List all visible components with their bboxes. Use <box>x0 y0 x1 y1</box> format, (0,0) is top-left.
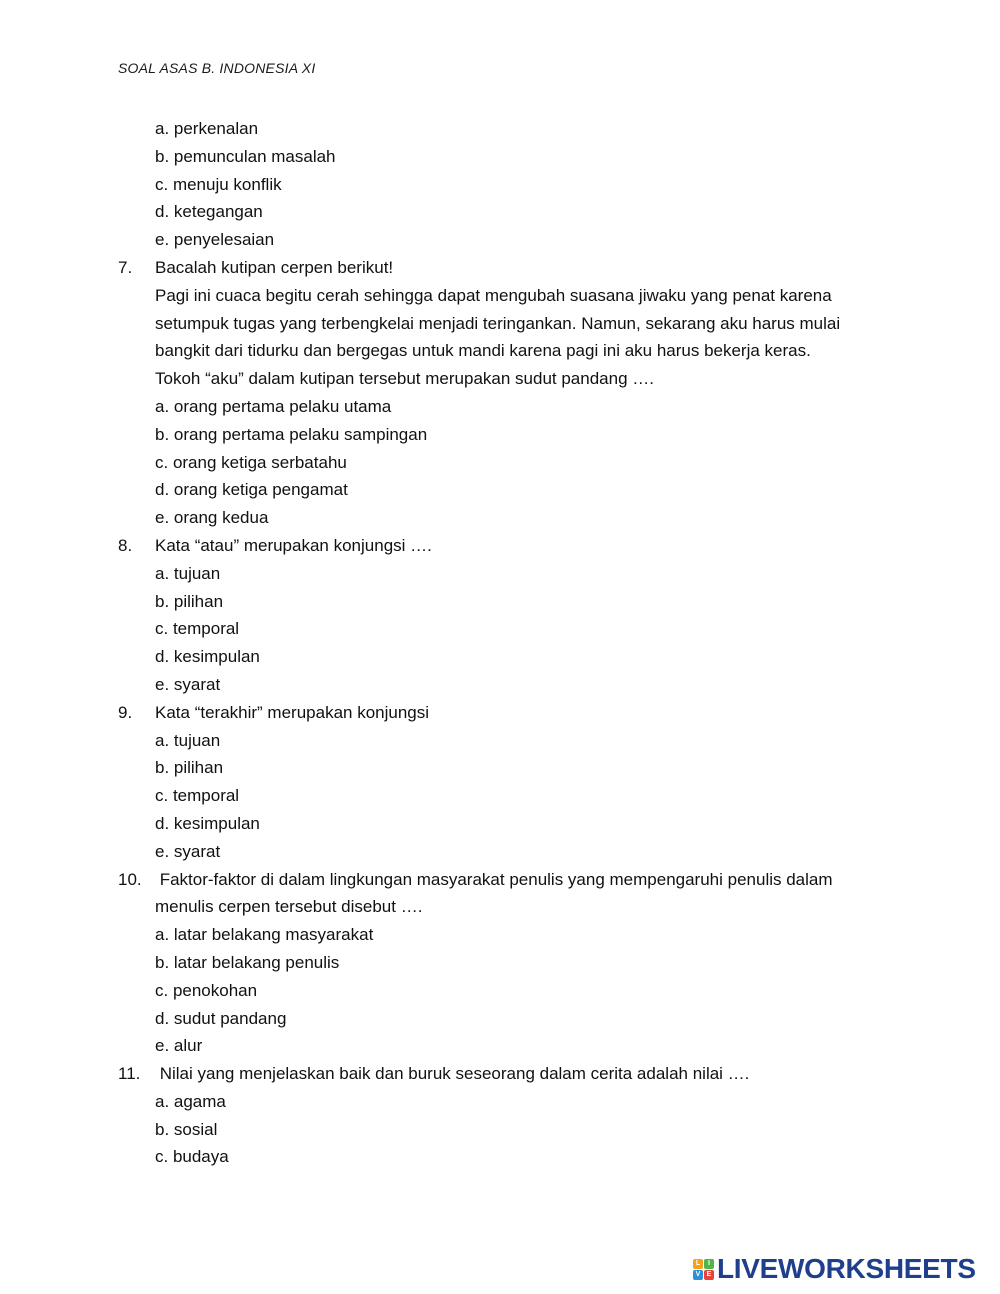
question-9 <box>118 699 898 866</box>
question-7 <box>118 254 898 532</box>
question-text: Nilai yang menjelaskan baik dan buruk seseorang dalam cerita adalah nilai …. <box>155 1064 750 1084</box>
option: e. alur <box>155 1036 203 1056</box>
question-number: 11. <box>118 1064 141 1084</box>
option: e. orang kedua <box>155 508 269 528</box>
logo-mark-e: E <box>704 1270 714 1280</box>
option: b. sosial <box>155 1119 218 1139</box>
passage-line: bangkit dari tidurku dan bergegas untuk mandi karena pagi ini aku harus bekerja keras. <box>155 341 811 361</box>
question-text: Faktor-faktor di dalam lingkungan masyarakat penulis yang mempengaruhi penulis dalam <box>155 869 833 889</box>
worksheet-content <box>118 115 898 1171</box>
option: c. penokohan <box>155 980 258 1000</box>
option: d. orang ketiga pengamat <box>155 480 348 500</box>
option: b. pilihan <box>155 758 224 778</box>
logo-text: LIVEWORKSHEETS <box>717 1253 976 1284</box>
option: c. orang ketiga serbatahu <box>155 452 347 472</box>
option: c. budaya <box>155 1147 229 1167</box>
question-intro: Bacalah kutipan cerpen berikut! <box>155 257 394 277</box>
question-10 <box>118 866 898 1061</box>
option: a. tujuan <box>155 730 221 750</box>
option: e. syarat <box>155 674 221 694</box>
option: a. orang pertama pelaku utama <box>155 396 392 416</box>
prev-question-options <box>118 115 898 254</box>
option: a. tujuan <box>155 563 221 583</box>
logo-mark-v: V <box>693 1270 703 1280</box>
logo-mark-l: L <box>693 1259 703 1269</box>
option: c. menuju konflik <box>155 174 282 194</box>
option: d. ketegangan <box>155 202 263 222</box>
question-text: Kata “atau” merupakan konjungsi …. <box>155 535 432 555</box>
option: b. pemunculan masalah <box>155 146 336 166</box>
question-number: 8. <box>118 535 133 555</box>
passage-line: Pagi ini cuaca begitu cerah sehingga dapat mengubah suasana jiwaku yang penat karena <box>155 285 832 305</box>
document-header: SOAL ASAS B. INDONESIA XI <box>118 60 316 76</box>
question-text-continued: menulis cerpen tersebut disebut …. <box>155 897 423 917</box>
logo-mark-i: I <box>704 1259 714 1269</box>
question-number: 10. <box>118 869 142 889</box>
option: d. kesimpulan <box>155 813 260 833</box>
option: d. sudut pandang <box>155 1008 287 1028</box>
option: d. kesimpulan <box>155 647 260 667</box>
option: b. pilihan <box>155 591 224 611</box>
question-8 <box>118 532 898 699</box>
option: b. latar belakang penulis <box>155 952 340 972</box>
passage-line: setumpuk tugas yang terbengkelai menjadi teringankan. Namun, sekarang aku harus mulai <box>155 313 841 333</box>
option: a. agama <box>155 1091 226 1111</box>
question-number: 9. <box>118 702 133 722</box>
question-11 <box>118 1060 898 1171</box>
option: c. temporal <box>155 786 240 806</box>
option: b. orang pertama pelaku sampingan <box>155 424 428 444</box>
option: c. temporal <box>155 619 240 639</box>
question-text: Tokoh “aku” dalam kutipan tersebut merupakan sudut pandang …. <box>155 369 654 389</box>
question-text: Kata “terakhir” merupakan konjungsi <box>155 702 430 722</box>
option: a. latar belakang masyarakat <box>155 925 374 945</box>
question-number: 7. <box>118 257 133 277</box>
logo-mark-icon <box>693 1259 714 1280</box>
option: e. syarat <box>155 841 221 861</box>
option: e. penyelesaian <box>155 230 275 250</box>
option: a. perkenalan <box>155 119 259 138</box>
liveworksheets-logo <box>693 1254 976 1284</box>
